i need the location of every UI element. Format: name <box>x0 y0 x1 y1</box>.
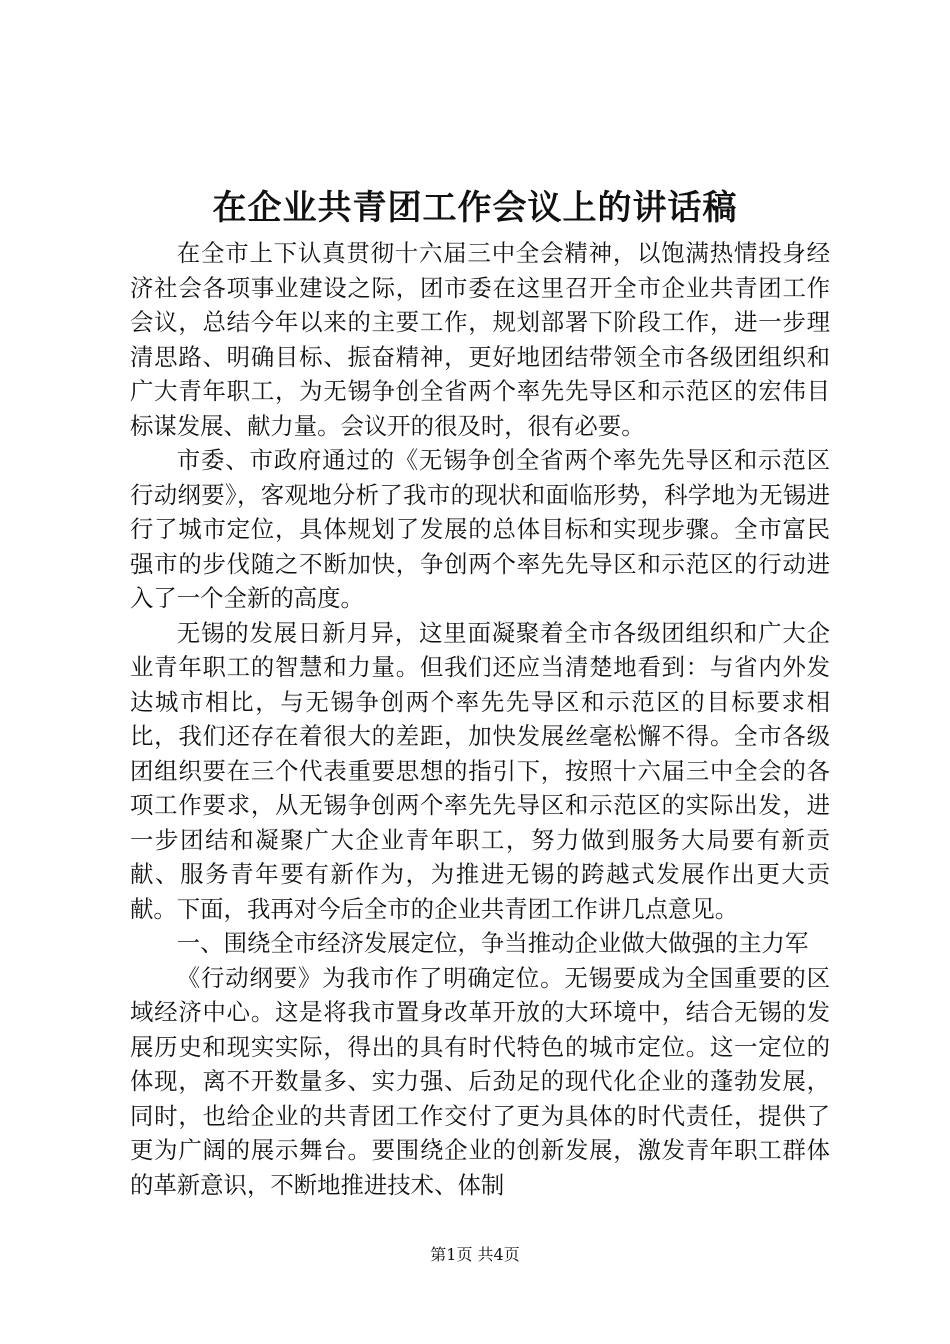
document-title: 在企业共青团工作会议上的讲话稿 <box>212 188 738 228</box>
paragraph-opening: 在全市上下认真贯彻十六届三中全会精神，以饱满热情投身经济社会各项事业建设之际，团市委在这里召开全市企业共青团工作会议，总结今年以来的主要工作，规划部署下阶段工作，进一步理清思路、明确目标、振奋精神，更好地团结带领全市各级团组织和广大青年职工，为无锡争创全省两个率先先导区和示范区的宏伟目标谋发展、献力量。会议开的很及时，很有必要。 <box>130 239 830 440</box>
section-heading-one: 一、围绕全市经济发展定位，争当推动企业做大做强的主力军 <box>176 929 809 957</box>
paragraph-development: 无锡的发展日新月异，这里面凝聚着全市各级团组织和广大企业青年职工的智慧和力量。但我们还应当清楚地看到：与省内外发达城市相比，与无锡争创两个率先先导区和示范区的目标要求相比，我们还存在着很大的差距，加快发展丝毫松懈不得。全市各级团组织要在三个代表重要思想的指引下，按照十六届三中全会的各项工作要求，从无锡争创两个率先先导区和示范区的实际出发，进一步团结和凝聚广大企业青年职工，努力做到服务大局要有新贡献、服务青年要有新作为，为推进无锡的跨越式发展作出更大贡献。下面，我再对今后全市的企业共青团工作讲几点意见。 <box>130 618 830 923</box>
paragraph-positioning: 《行动纲要》为我市作了明确定位。无锡要成为全国重要的区域经济中心。这是将我市置身改革开放的大环境中，结合无锡的发展历史和现实实际，得出的具有时代特色的城市定位。这一定位的体现，离不开数量多、实力强、后劲足的现代化企业的蓬勃发展，同时，也给企业的共青团工作交付了更为具体的时代责任，提供了更为广阔的展示舞台。要围绕企业的创新发展，激发青年职工群体的革新意识，不断地推进技术、体制 <box>130 963 830 1199</box>
page-footer: 第1页 共4页 <box>430 1245 520 1264</box>
document-body <box>130 236 830 1202</box>
paragraph-action-outline: 市委、市政府通过的《无锡争创全省两个率先先导区和示范区行动纲要》，客观地分析了我市的现状和面临形势，科学地为无锡进行了城市定位，具体规划了发展的总体目标和实现步骤。全市富民强市的步伐随之不断加快，争创两个率先先导区和示范区的行动进入了一个全新的高度。 <box>130 446 830 612</box>
